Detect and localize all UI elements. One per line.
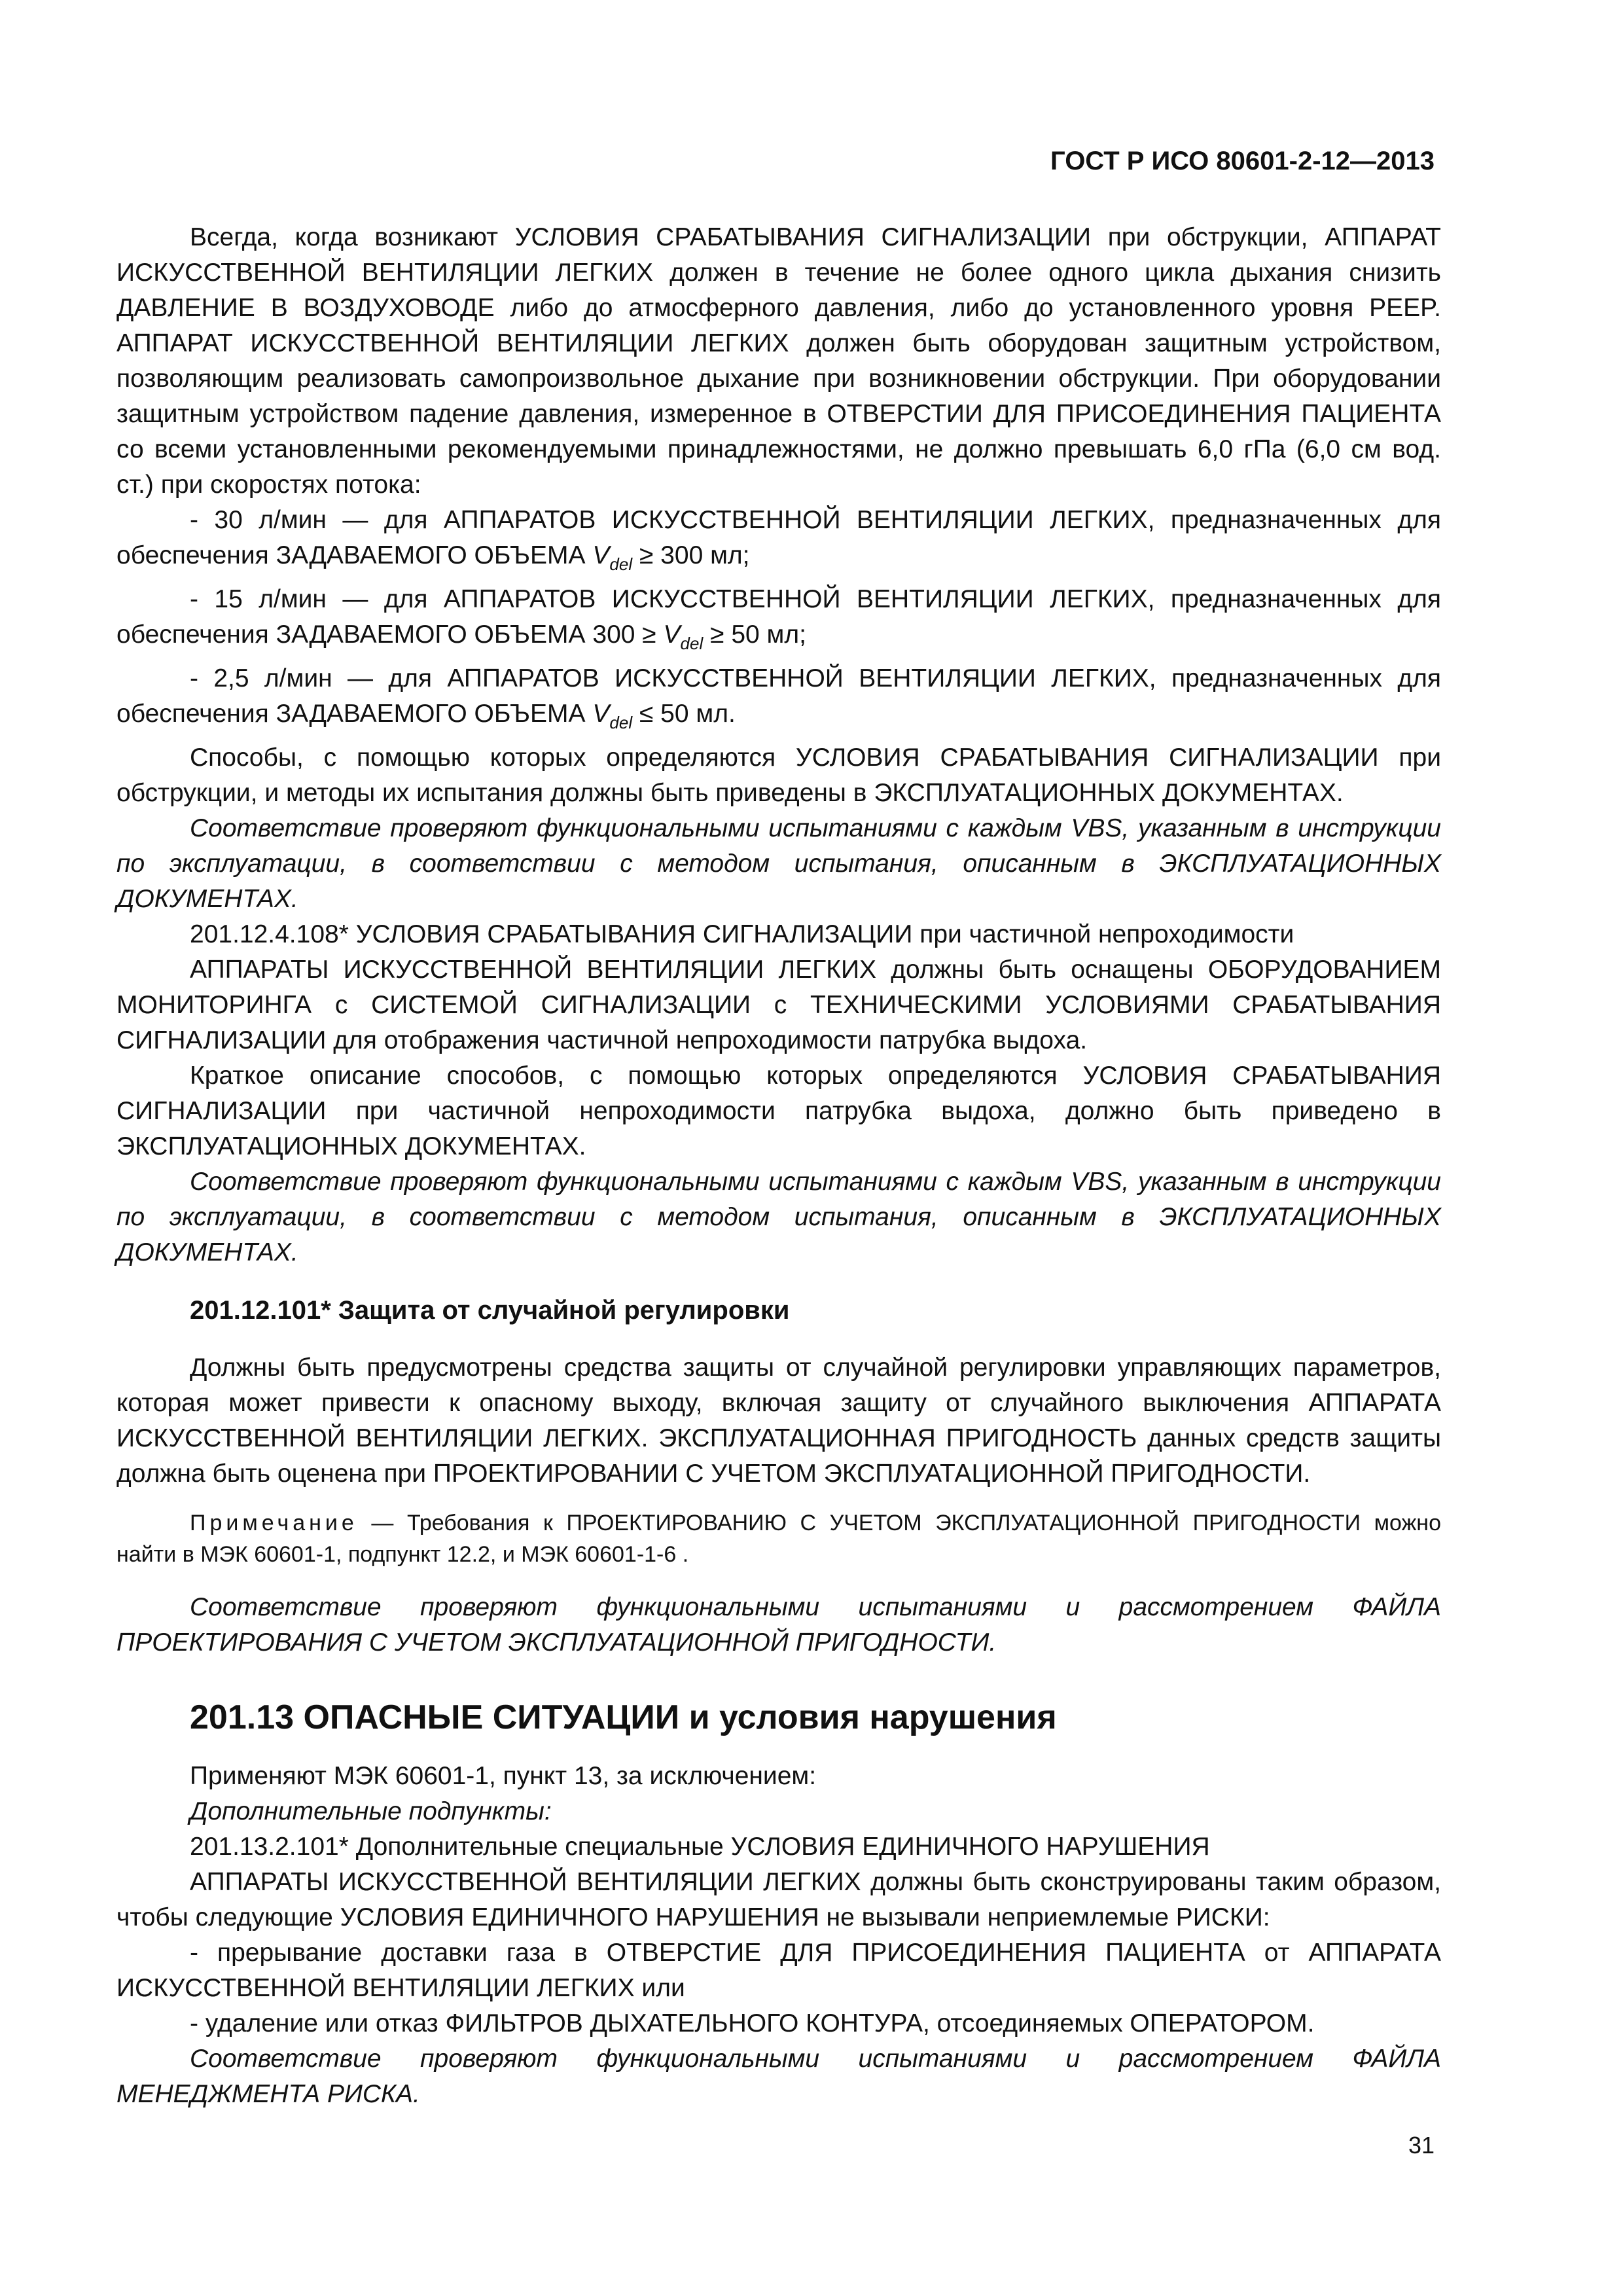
list-item-flow-2-5 xyxy=(116,661,1441,740)
list-item-text: ≥ 300 мл; xyxy=(632,541,750,569)
list-item-text: ≤ 50 мл. xyxy=(632,700,736,728)
section-heading-101: 201.12.101* Защита от случайной регулировки xyxy=(190,1296,790,1325)
section-heading-13: 201.13 ОПАСНЫЕ СИТУАЦИИ и условия нарушения xyxy=(190,1698,1057,1736)
paragraph-methods: Способы, с помощью которых определяются УСЛОВИЯ СРАБАТЫВАНИЯ СИГНАЛИЗАЦИИ при обструкции, и методы их испытания должны быть приведены в ЭКСПЛУАТАЦИОННЫХ ДОКУМЕНТАХ. xyxy=(116,744,1441,807)
clause-heading-108: 201.12.4.108* УСЛОВИЯ СРАБАТЫВАНИЯ СИГНАЛИЗАЦИИ при частичной непроходимости xyxy=(190,920,1294,948)
symbol-v: V xyxy=(663,620,681,649)
note-text: — Требования к ПРОЕКТИРОВАНИЮ С УЧЕТОМ ЭКСПЛУАТАЦИОННОЙ ПРИГОДНОСТИ можно найти в МЭК 60601-1, подпункт 12.2, и МЭК 60601-1-6 . xyxy=(116,1511,1441,1567)
symbol-subscript: del xyxy=(680,634,704,653)
list-item-flow-15 xyxy=(116,582,1441,661)
list-item-gas-interruption: - прерывание доставки газа в ОТВЕРСТИЕ ДЛЯ ПРИСОЕДИНЕНИЯ ПАЦИЕНТА от АППАРАТА ИСКУССТВЕННОЙ ВЕНТИЛЯЦИИ ЛЕГКИХ или xyxy=(116,1939,1441,2002)
note-label: Примечание xyxy=(190,1511,358,1535)
paragraph-single-fault: АППАРАТЫ ИСКУССТВЕННОЙ ВЕНТИЛЯЦИИ ЛЕГКИХ должны быть сконструированы таким образом, чтобы следующие УСЛОВИЯ ЕДИНИЧНОГО НАРУШЕНИЯ не вызывали неприемлемые РИСКИ: xyxy=(116,1868,1441,1931)
compliance-statement: Соответствие проверяют функциональными испытаниями и рассмотрением ФАЙЛА МЕНЕДЖМЕНТА РИСКА. xyxy=(116,2045,1441,2108)
compliance-statement: Соответствие проверяют функциональными испытаниями с каждым VBS, указанным в инструкции по эксплуатации, в соответствии с методом испытания, описанным в ЭКСПЛУАТАЦИОННЫХ ДОКУМЕНТАХ. xyxy=(116,1168,1441,1266)
list-item-text: - 15 л/мин — для АППАРАТОВ ИСКУССТВЕННОЙ ВЕНТИЛЯЦИИ ЛЕГКИХ, предназначенных для обеспечения ЗАДАВАЕМОГО ОБЪЕМА 300 ≥ xyxy=(116,585,1441,649)
paragraph-applies: Применяют МЭК 60601-1, пункт 13, за исключением: xyxy=(190,1762,817,1790)
document-code-header: ГОСТ Р ИСО 80601-2-12—2013 xyxy=(1050,147,1435,175)
symbol-subscript: del xyxy=(609,554,633,574)
page-content xyxy=(116,220,1441,2112)
additional-subclauses-label: Дополнительные подпункты: xyxy=(190,1797,552,1825)
paragraph-protection: Должны быть предусмотрены средства защиты от случайной регулировки управляющих параметров, которая может привести к опасному выходу, включая защиту от случайного выключения АППАРАТА ИСКУССТВЕННОЙ ВЕНТИЛЯЦИИ ЛЕГКИХ. ЭКСПЛУАТАЦИОННАЯ ПРИГОДНОСТЬ данных средств защиты должна быть оценена при ПРОЕКТИРОВАНИИ С УЧЕТОМ ЭКСПЛУАТАЦИОННОЙ ПРИГОДНОСТИ. xyxy=(116,1354,1441,1488)
compliance-statement: Соответствие проверяют функциональными испытаниями и рассмотрением ФАЙЛА ПРОЕКТИРОВАНИЯ С УЧЕТОМ ЭКСПЛУАТАЦИОННОЙ ПРИГОДНОСТИ. xyxy=(116,1593,1441,1657)
list-item-filter-removal: - удаление или отказ ФИЛЬТРОВ ДЫХАТЕЛЬНОГО КОНТУРА, отсоединяемых ОПЕРАТОРОМ. xyxy=(190,2009,1315,2037)
paragraph-obstruction-alarm: Всегда, когда возникают УСЛОВИЯ СРАБАТЫВАНИЯ СИГНАЛИЗАЦИИ при обструкции, АППАРАТ ИСКУССТВЕННОЙ ВЕНТИЛЯЦИИ ЛЕГКИХ должен в течение не более одного цикла дыхания снизить ДАВЛЕНИЕ В ВОЗДУХОВОДЕ либо до атмосферного давления, либо до установленного уровня PEEP. АППАРАТ ИСКУССТВЕННОЙ ВЕНТИЛЯЦИИ ЛЕГКИХ должен быть оборудован защитным устройством, позволяющим реализовать самопроизвольное дыхание при возникновении обструкции. При оборудовании защитным устройством падение давления, измеренное в ОТВЕРСТИИ ДЛЯ ПРИСОЕДИНЕНИЯ ПАЦИЕНТА со всеми установленными рекомендуемыми принадлежностями, не должно превышать 6,0 гПа (6,0 см вод. ст.) при скоростях потока: xyxy=(116,223,1441,499)
list-item-text: - 30 л/мин — для АППАРАТОВ ИСКУССТВЕННОЙ ВЕНТИЛЯЦИИ ЛЕГКИХ, предназначенных для обеспечения ЗАДАВАЕМОГО ОБЪЕМА xyxy=(116,506,1441,569)
note xyxy=(116,1507,1441,1570)
page-number: 31 xyxy=(1408,2132,1435,2159)
symbol-subscript: del xyxy=(609,713,633,732)
list-item-flow-30 xyxy=(116,503,1441,582)
symbol-v: V xyxy=(592,700,610,728)
list-item-text: ≥ 50 мл; xyxy=(703,620,806,649)
symbol-v: V xyxy=(592,541,610,569)
compliance-statement: Соответствие проверяют функциональными испытаниями с каждым VBS, указанным в инструкции по эксплуатации, в соответствии с методом испытания, описанным в ЭКСПЛУАТАЦИОННЫХ ДОКУМЕНТАХ. xyxy=(116,814,1441,913)
list-item-text: - 2,5 л/мин — для АППАРАТОВ ИСКУССТВЕННОЙ ВЕНТИЛЯЦИИ ЛЕГКИХ, предназначенных для обеспечения ЗАДАВАЕМОГО ОБЪЕМА xyxy=(116,664,1441,728)
paragraph-description: Краткое описание способов, с помощью которых определяются УСЛОВИЯ СРАБАТЫВАНИЯ СИГНАЛИЗАЦИИ при частичной непроходимости патрубка выдоха, должно быть приведено в ЭКСПЛУАТАЦИОННЫХ ДОКУМЕНТАХ. xyxy=(116,1062,1441,1160)
paragraph-monitoring: АППАРАТЫ ИСКУССТВЕННОЙ ВЕНТИЛЯЦИИ ЛЕГКИХ должны быть оснащены ОБОРУДОВАНИЕМ МОНИТОРИНГА с СИСТЕМОЙ СИГНАЛИЗАЦИИ с ТЕХНИЧЕСКИМИ УСЛОВИЯМИ СРАБАТЫВАНИЯ СИГНАЛИЗАЦИИ для отображения частичной непроходимости патрубка выдоха. xyxy=(116,956,1441,1054)
clause-heading-13-2-101: 201.13.2.101* Дополнительные специальные УСЛОВИЯ ЕДИНИЧНОГО НАРУШЕНИЯ xyxy=(190,1833,1210,1861)
